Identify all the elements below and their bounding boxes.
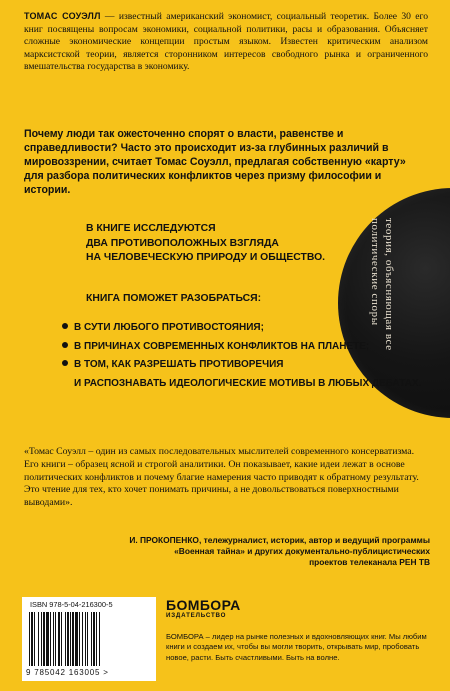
review-quote: «Томас Соуэлл – один из самых последовательных мыслителей современного консерватизма. Его книги – образец ясной и строгой аналитики. Он показывает, какие идеи лежат в основе политических конфликтов и почему благие намерения часто приводят к обратному результату. Это чтение для тех, кто хочет понимать причины, а не довольствоваться поверхностными выводами».	[24, 446, 419, 509]
lead-paragraph: Почему люди так ожесточенно спорят о власти, равенстве и справедливости? Часто это происходит из-за глубинных различий в мировоззрении, считает Томас Соуэлл, предлагая собственную «карту» для разбора политических конфликтов через призму философии и истории.	[24, 128, 406, 196]
explore-line-2: ДВА ПРОТИВОПОЛОЖНЫХ ВЗГЛЯДА	[86, 237, 279, 249]
publisher-logo	[166, 597, 241, 619]
bullet-item	[62, 378, 442, 397]
bullet-dot-icon	[62, 342, 68, 348]
bullet-text: В ПРИЧИНАХ СОВРЕМЕННЫХ КОНФЛИКТОВ НА ПЛАНЕТЕ;	[74, 340, 370, 352]
disc-tagline: теория, объясняющая все политические споры	[369, 218, 395, 351]
explore-line-3: НА ЧЕЛОВЕЧЕСКУЮ ПРИРОДУ И ОБЩЕСТВО.	[86, 252, 326, 264]
explore-line-1: В КНИГЕ ИССЛЕДУЮТСЯ	[86, 223, 216, 234]
publisher-brand: БОМБОРА	[166, 597, 241, 613]
quote-attribution	[90, 535, 430, 569]
attribution-line-1: И. ПРОКОПЕНКО, тележурналист, историк, автор и ведущий программы	[129, 535, 430, 545]
author-name: ТОМАС СОУЭЛЛ	[24, 11, 101, 21]
barcode-icon	[27, 612, 151, 668]
attribution-line-3: проектов телеканала РЕН ТВ	[309, 557, 430, 568]
isbn-label: ISBN 978-5-04-216300-5	[30, 600, 113, 609]
bullet-text: В СУТИ ЛЮБОГО ПРОТИВОСТОЯНИЯ;	[74, 322, 264, 333]
attribution-line-2: «Военная тайна» и других документально-публицистических	[174, 546, 430, 557]
bullet-dot-icon	[62, 323, 68, 329]
bullet-text: И РАСПОЗНАВАТЬ ИДЕОЛОГИЧЕСКИЕ МОТИВЫ В ЛЮБЫХ ДЕБАТАХ.	[74, 377, 422, 389]
explore-statement	[86, 222, 346, 266]
helps-title: КНИГА ПОМОЖЕТ РАЗОБРАТЬСЯ:	[86, 293, 262, 304]
bullet-item	[62, 341, 442, 360]
author-bio	[24, 10, 428, 74]
author-bio-text: — известный американский экономист, социальный теоретик. Более 30 его книг посвящены вопросам экономики, социальной политики, расы и образования. Объясняет сложные экономические концепции простым языком. Известен критическим анализом марксистской теории, является сторонником интересов свободного рынка и ограниченного вмешательства государства в экономику.	[24, 11, 428, 73]
publisher-subtitle: ИЗДАТЕЛЬСТВО	[166, 612, 227, 619]
barcode-digits: 9 785042 163005 >	[26, 668, 109, 677]
bullet-text: В ТОМ, КАК РАЗРЕШАТЬ ПРОТИВОРЕЧИЯ	[74, 359, 284, 370]
bullet-item	[62, 322, 442, 341]
bullet-dot-icon	[62, 360, 68, 366]
bullet-list	[62, 322, 442, 396]
bullet-item	[62, 359, 442, 378]
publisher-blurb: БОМБОРА – лидер на рынке полезных и вдохновляющих книг. Мы любим книги и создаем их, чтобы вы могли творить, открывать мир, пробовать новое, расти. Быть счастливыми. Быть на волне.	[166, 632, 427, 662]
